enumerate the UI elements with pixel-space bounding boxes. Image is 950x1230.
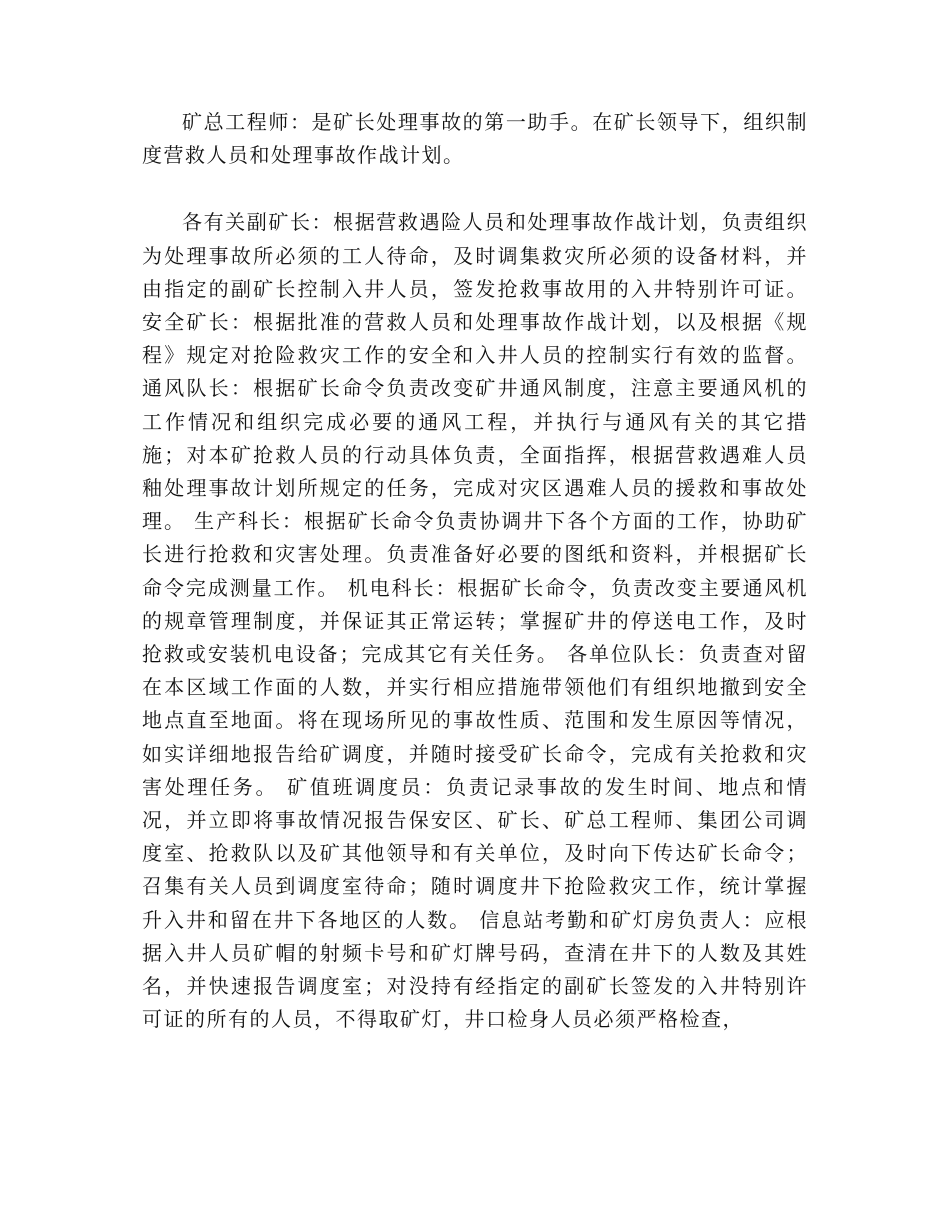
paragraph-deputy-roles: 各有关副矿长：根据营救遇险人员和处理事故作战计划，负责组织为处理事故所必须的工人待命，及时调集救灾所必须的设备材料，并由指定的副矿长控制入井人员，签发抢救事故用的入井特别许可证。 安全矿长：根据批准的营救人员和处理事故作战计划，以及根据《规程》规定对抢险救灾工作的安全和入井人员的控制实行有效的监督。 通风队长：根据矿长命令负责改变矿井通风制度，注意主要通风机的工作情况和组织完成必要的通风工程，并执行与通风有关的其它措施；对本矿抢救人员的行动具体负责，全面指挥，根据营救遇难人员釉处理事故计划所规定的任务，完成对灾区遇难人员的援救和事故处理。 生产科长：根据矿长命令负责协调井下各个方面的工作，协助矿长进行抢救和灾害处理。负责准备好必要的图纸和资料，并根据矿长命令完成测量工作。 机电科长：根据矿长命令，负责改变主要通风机的规章管理制度，并保证其正常运转；掌握矿井的停送电工作，及时抢救或安装机电设备；完成其它有关任务。 各单位队长：负责查对留在本区域工作面的人数，并实行相应措施带领他们有组织地撤到安全地点直至地面。将在现场所见的事故性质、范围和发生原因等情况，如实详细地报告给矿调度，并随时接受矿长命令，完成有关抢救和灾害处理任务。 矿值班调度员：负责记录事故的发生时间、地点和情况，并立即将事故情况报告保安区、矿长、矿总工程师、集团公司调度室、抢救队以及矿其他领导和有关单位，及时向下传达矿长命令；召集有关人员到调度室待命；随时调度井下抢险救灾工作，统计掌握升入井和留在井下各地区的人数。 信息站考勤和矿灯房负责人：应根据入井人员矿帽的射频卡号和矿灯牌号码，查清在井下的人数及其姓名，并快速报告调度室；对没持有经指定的副矿长签发的入井特别许可证的所有的人员，不得取矿灯，井口检身人员必须严格检查， [142, 210, 808, 1032]
paragraph-chief-engineer: 矿总工程师：是矿长处理事故的第一助手。在矿长领导下，组织制度营救人员和处理事故作战计划。 [142, 110, 808, 168]
document-body [142, 106, 808, 1036]
